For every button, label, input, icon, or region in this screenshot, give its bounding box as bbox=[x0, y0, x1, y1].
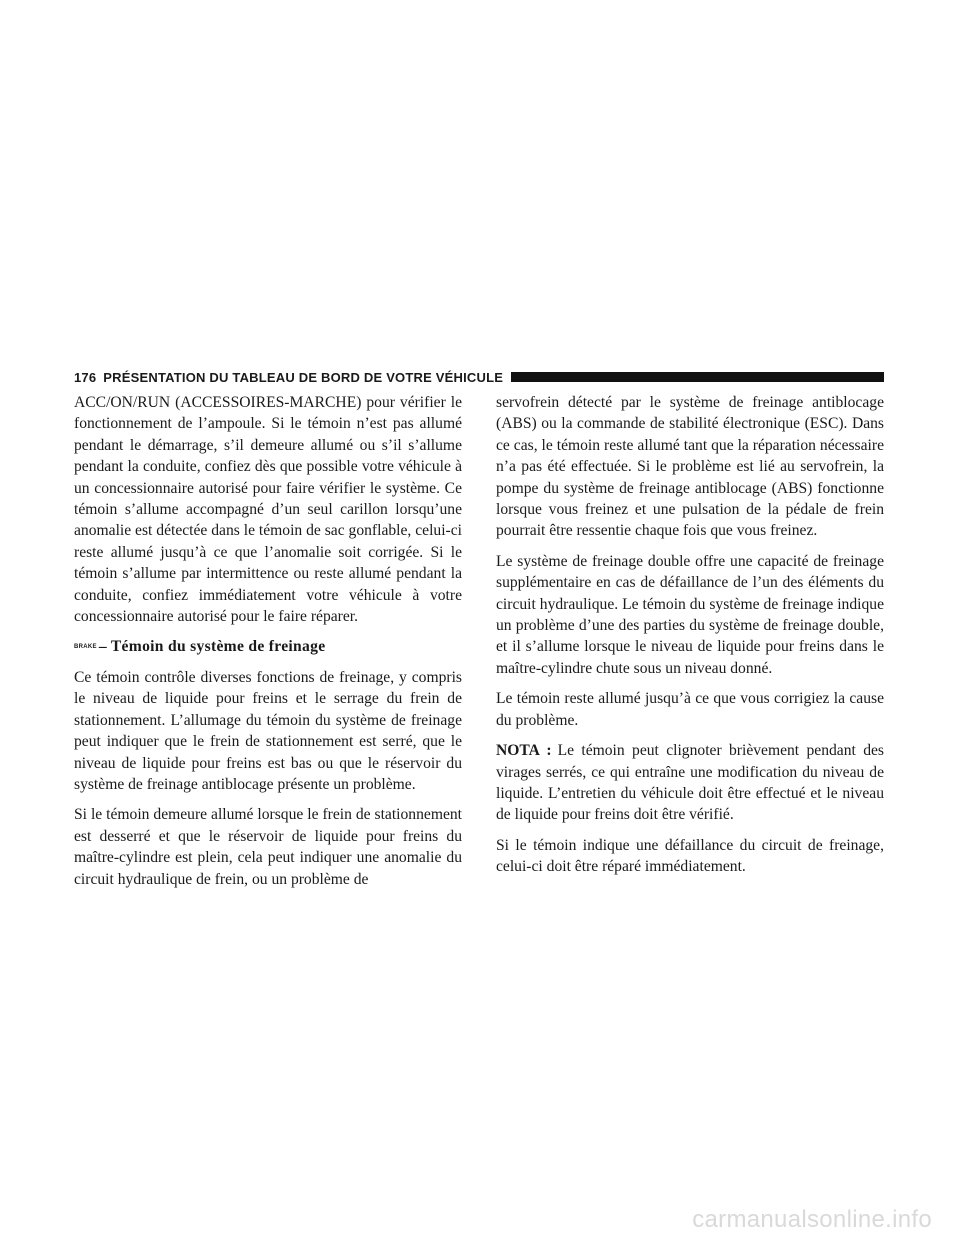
note-label: NOTA : bbox=[496, 742, 552, 760]
paragraph-repair-immediately: Si le témoin indique une défaillance du circuit de freinage, celui-ci doit être réparé immédiatement. bbox=[496, 836, 884, 876]
section-heading-text: – Témoin du système de freinage bbox=[98, 638, 326, 656]
paragraph-brake-functions: Ce témoin contrôle diverses fonctions de freinage, y compris le niveau de liquide pour freins et le serrage du frein de stationnement. L’allumage du témoin du système de freinage peut indiquer que le frein de stationnement est serré, que le niveau de liquide pour freins est bas ou que le réservoir du système de freinage antiblocage présente un problème. bbox=[74, 668, 462, 793]
paragraph-accessory-check: ACC/ON/RUN (ACCESSOIRES-MARCHE) pour vérifier le fonctionnement de l’ampoule. Si le témoin n’est pas allumé pendant le démarrage, s’il demeure allumé ou s’il s’allume pendant la conduite, confiez dès que possible votre véhicule à un concessionnaire autorisé pour faire vérifier le système. Ce témoin s’allume accompagné d’un seul carillon lorsqu’une anomalie est détectée dans le témoin de sac gonflable, celui-ci reste allumé jusqu’à ce que l’anomalie soit corrigée. Si le témoin s’allume par intermittence ou reste allumé pendant la conduite, confiez immédiatement votre véhicule à votre concessionnaire autorisé pour le faire réparer. bbox=[74, 394, 462, 626]
paragraph-parking-brake: Si le témoin demeure allumé lorsque le frein de stationnement est desserré et que le réservoir de liquide pour freins du maître-cylindre est plein, cela peut indiquer une anomalie du circuit hydraulique de frein, ou un problème de bbox=[74, 806, 462, 888]
paragraph-dual-brake: Le système de freinage double offre une capacité de freinage supplémentaire en cas de défaillance de l’un des éléments du circuit hydraulique. Le témoin du système de freinage indique un problème d’une des parties du système de freinage double, et il s’allume lorsque le niveau de liquide pour freins dans le maître-cylindre chute sous un niveau donné. bbox=[496, 552, 884, 677]
note-text: Le témoin peut clignoter brièvement pendant des virages serrés, ce qui entraîne une modification du niveau de liquide. L’entretien du véhicule doit être effectué et le niveau de liquide pour freins doit être vérifié. bbox=[496, 742, 884, 824]
note-paragraph bbox=[496, 740, 884, 826]
header-rule bbox=[511, 372, 884, 382]
page-number: 176 bbox=[74, 369, 97, 385]
right-column bbox=[496, 392, 884, 887]
page-header bbox=[74, 368, 884, 386]
section-heading-brake-warning bbox=[74, 636, 462, 658]
brake-warning-icon: BRAKE bbox=[74, 644, 97, 651]
paragraph-light-stays-on: Le témoin reste allumé jusqu’à ce que vous corrigiez la cause du problème. bbox=[496, 690, 884, 729]
section-title: PRÉSENTATION DU TABLEAU DE BORD DE VOTRE VÉHICULE bbox=[103, 369, 504, 385]
left-column bbox=[74, 392, 462, 899]
paragraph-servo-brake: servofrein détecté par le système de freinage antiblocage (ABS) ou la commande de stabilité électronique (ESC). Dans ce cas, le témoin reste allumé tant que la réparation nécessaire n’a pas été effectuée. Si le problème est lié au servofrein, la pompe du système de freinage antiblocage (ABS) fonctionne lorsque vous freinez et une pulsation de la pédale de frein pourrait être ressentie chaque fois que vous freinez. bbox=[496, 394, 884, 540]
watermark-text: carmanualsonline.info bbox=[692, 1206, 932, 1233]
